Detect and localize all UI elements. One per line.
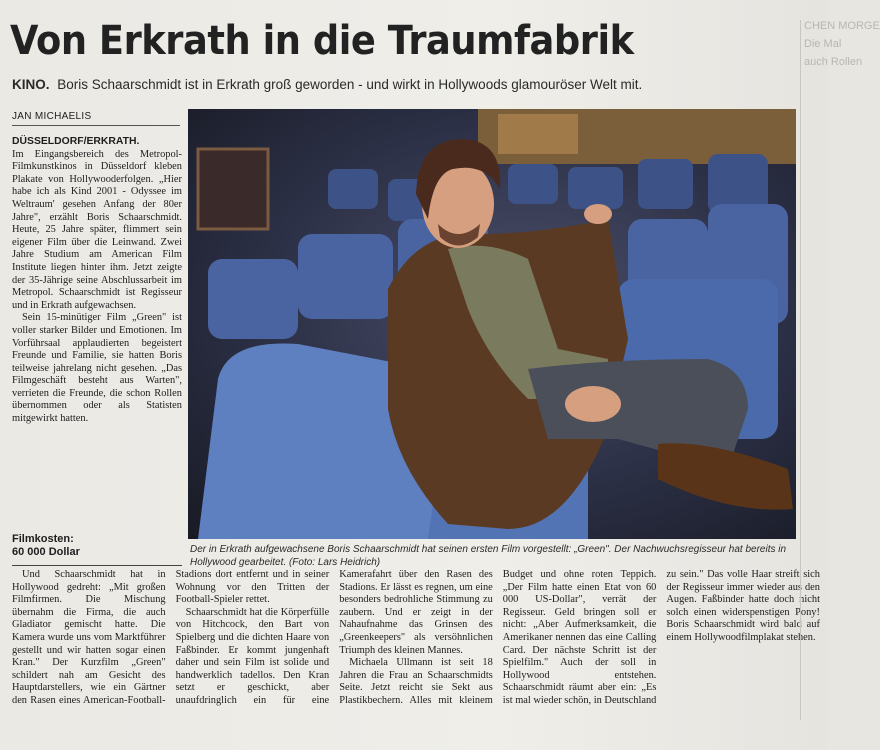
paragraph: Schaarschmidt hat die Körperfülle von Hitchcock, den Bart von Spielberg und die dichten Haare von Faßbinder. Er kommt jungenhaft daher und sein Film ist solide und handwerklich tadellos. Den Kran setzt er geschickt, aber unaufdringlich ein für eine Kamerafahrt über den Rasen des Stadions. Er lässt es regnen, um eine besonders bedrohliche Stimmung zu zaubern. Und er zeigt in der Nahaufnahme das Grinsen des „Greenkeepers" als versöhnlichen Triumph des kleinen Mannes. xyxy=(175,569,493,706)
wall-poster xyxy=(198,149,268,229)
paragraph: Michaela Ullmann ist seit 18 Jahren die Frau an Schaarschmidts Seite. Jetzt reicht sie Sekt aus Plastikbechern. Alles mit kleinem Budget und ohne roten Teppich. „Der Film hatte einen Etat von 60 000 US-Dollar", verrät der Regisseur. Geld bringen soll er nicht: „Aber Aufmerksamkeit, die Amerikaner nennen das eine Calling Card. Der nächste Schritt ist der Spielfilm." Auch der soll in Hollywood entstehen. Schaarschmidt räumt aber ein: „Es ist mal wieder schön, in Deutschland zu sein." Das volle Haar streift sich der Regisseur immer wieder aus den Augen. Faßbinder hatte doch nicht solch einen widerspenstigen Pony! Boris Schaarschmidt wird bald auf einem Hollywoodfilmplakat stehen. xyxy=(339,569,820,706)
photo-caption: Der in Erkrath aufgewachsene Boris Schaarschmidt hat seinen ersten Film vorgestellt: „Green". Der Nachwuchsregisseur hat bereits in Hollywood gearbeitet. (Foto: Lars Heidrich) xyxy=(190,544,787,568)
adjacent-fragment: Die Mal xyxy=(804,38,842,50)
kicker: KINO. xyxy=(12,77,50,92)
author-byline: JAN MICHAELIS xyxy=(12,111,180,126)
raised-hand xyxy=(584,204,612,224)
poster xyxy=(498,114,578,154)
adjacent-fragment: auch Rollen xyxy=(804,56,863,68)
shoe xyxy=(658,443,793,509)
paragraph: Und Schaarschmidt hat in Hollywood gedreht: „Mit großen Filmfirmen. Die Mischung übernahm die Firma, die auch Gladiator gemischt hatte. Die Kamera wurde uns vom Marktführer gestellt und wir hatten sogar einen Kran." Der Kurzfilm „Green" schildert nah am Gesicht des Hauptdarstellers, wie ein Gärtner den Rasen eines American-Football-Stadions dort entfernt und in seiner Wohnung vor den Tritten der Football-Spieler rettet. xyxy=(12,569,330,706)
factbox xyxy=(12,533,182,566)
paragraph: Sein 15-minütiger Film „Green" ist voller starker Bilder und Emotionen. Im Vorführsaal applaudierten begeistert Freunde und Familie, sie hatten Boris teilweise jahrelang nicht gesehen. „Das Filmgeschäft besteht aus Warten", verrieten die Freunde, die schon Rollen übernommen oder als Statisten mitgewirkt hatten. xyxy=(12,312,182,425)
bottom-columns xyxy=(12,569,820,750)
paragraph xyxy=(12,136,182,312)
factbox-label: Filmkosten: xyxy=(12,533,74,545)
subheadline: Boris Schaarschmidt ist in Erkrath groß geworden - und wirkt in Hollywoods glamouröser Welt mit. xyxy=(57,77,643,92)
article-photo xyxy=(188,109,796,539)
adjacent-article-edge xyxy=(800,20,880,720)
paragraph-text: Im Eingangsbereich des Metropol-Filmkunstkinos in Düsseldorf kleben Plakate von Hollywooderfolgen. „Hier habe ich als Kind 2001 - Odyssee im Weltraum' gesehen Anfang der 80er Jahre", erzählt Boris Schaarschmidt. Heute, 25 Jahre später, flimmert sein eigener Film über die Leinwand. Zwei Jahre Studium am American Film Institute liegen hinter ihm. Jetzt zeigte der 35-Jährige seine Abschlussarbeit im Metropol. Schaarschmidt ist Regisseur und in Erkrath aufgewachsen. xyxy=(12,148,182,311)
adjacent-fragment: CHEN MORGE xyxy=(804,20,880,32)
hand xyxy=(565,386,621,422)
left-column xyxy=(12,136,182,426)
dateline: DÜSSELDORF/ERKRATH. xyxy=(12,136,140,147)
subheadline-row xyxy=(12,77,662,92)
headline: Von Erkrath in die Traumfabrik xyxy=(10,18,634,64)
photo-illustration xyxy=(188,109,796,539)
factbox-value: 60 000 Dollar xyxy=(12,546,80,558)
seat-rows-back xyxy=(328,154,768,221)
